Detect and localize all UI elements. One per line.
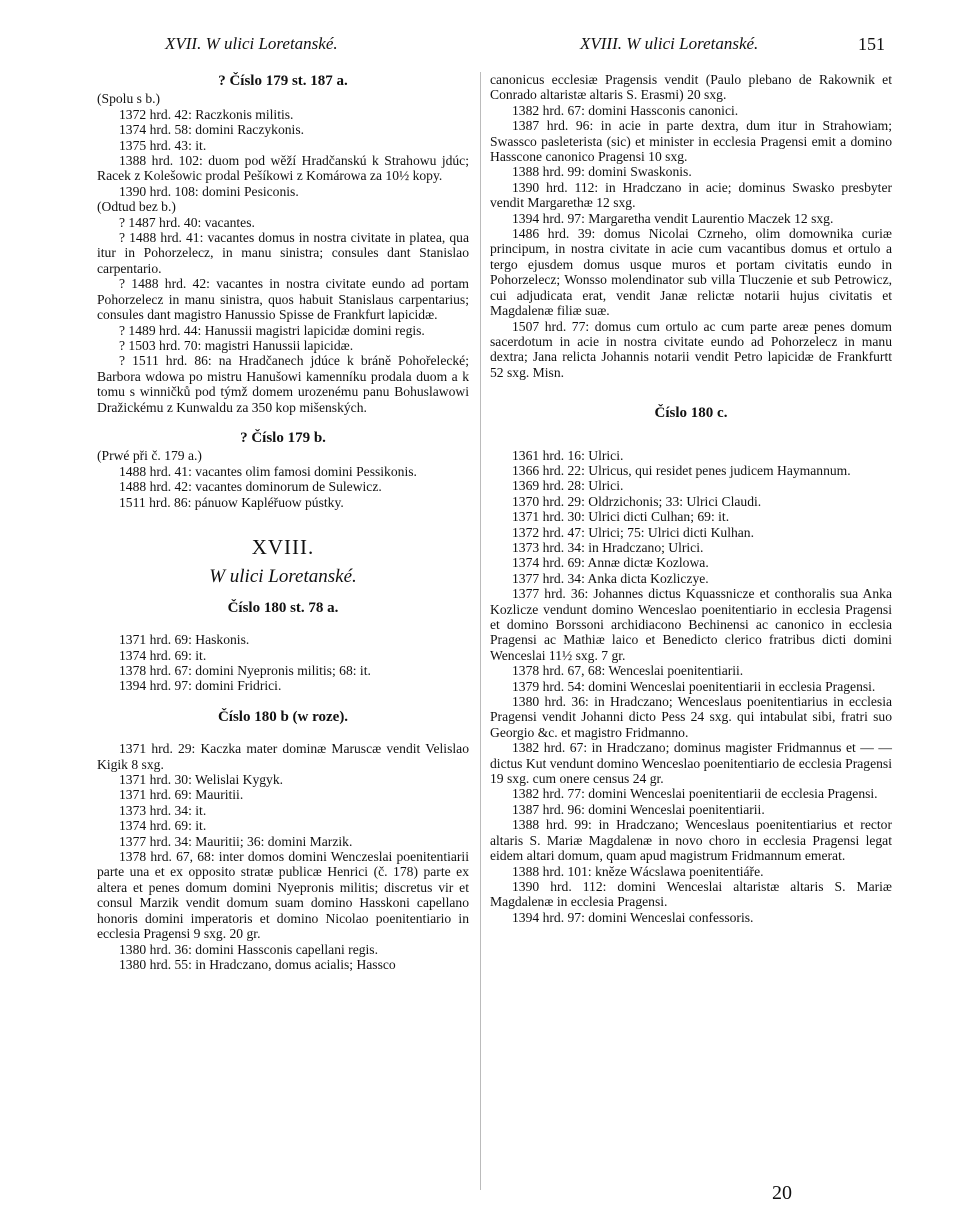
- chapter-number: XVIII.: [251, 534, 315, 559]
- section-heading: Číslo 180 b (w roze).: [217, 708, 349, 725]
- record-entry: 1380 hrd. 36: in Hradczano; Wenceslaus poenitentiarius in ecclesia Pragensi vendit Johanni dicto Pess 24 sxg. qui intabulat sibi, fratri suo Georgio &c. et magistro Fridmanno.: [490, 694, 892, 740]
- record-entry: 1366 hrd. 22: Ulricus, qui residet penes judicem Haymannum.: [512, 462, 851, 478]
- running-header: [0, 34, 960, 58]
- record-entry: 1371 hrd. 69: Haskonis.: [119, 632, 250, 648]
- record-entry: 1377 hrd. 34: Mauritii; 36: domini Marzik.: [119, 833, 353, 849]
- spacer: [490, 424, 892, 448]
- record-entry: 1380 hrd. 55: in Hradczano, domus acialis; Hassco: [119, 956, 396, 972]
- record-entry: 1382 hrd. 67: domini Hassconis canonici.: [512, 102, 739, 118]
- record-entry: 1507 hrd. 77: domus cum ortulo ac cum parte areæ penes domum sacerdotum in acie in nostra civitate eundo ad Pohorzelecz in manu dextra; Jana relicta Johannis notarii vendit Petro lapicidæ de Frankfurtt 52 sxg. Misn.: [490, 318, 892, 380]
- header-left: XVII. W ulici Loretanské.: [165, 34, 338, 53]
- spacer: [490, 380, 892, 404]
- spacer: [97, 415, 469, 429]
- record-entry: 1390 hrd. 112: domini Wenceslai altaristæ altaris S. Mariæ Magdalenæ in ecclesia Pragensi.: [490, 878, 892, 910]
- page-number: 151: [858, 34, 885, 54]
- record-entry: 1388 hrd. 99: in Hradczano; Wenceslaus poenitentiarius et rector altaris S. Mariæ Magdalenæ in novo choro in ecclesia Pragensi legat eidem altari domum, quam apud magistrum Fridmannum emerat.: [490, 817, 892, 864]
- record-entry: 1374 hrd. 69: it.: [119, 818, 207, 834]
- record-entry: 1388 hrd. 102: duom pod wěží Hradčanskú k Strahowu jdúc; Racek z Kolešowic prodal Pešíkowi z Komárowa za 10½ kopy.: [97, 153, 469, 184]
- record-entry: 1377 hrd. 36: Johannes dictus Kquassnicze et conthoralis sua Anka Kozlicze vendunt domino Wenceslao poenitentiario in ecclesia Pragensi et domino Borssoni archidiacono Bechinensi ac canonico in ecclesia Pragensi ac Mathiæ laico et Benedicto clerico fratribus dicti domini Wenceslai 11½ sxg. 7 gr.: [490, 586, 892, 663]
- record-entry: 1374 hrd. 69: it.: [119, 647, 207, 663]
- record-entry: 1486 hrd. 39: domus Nicolai Czrneho, olim domownika curiæ principum, in nostra civitate in acie cum vacantibus domus et ortulo a tergo ejusdem domus usque muros et portam civitatis eundo in Pohorzelecz; Wonsso molendinator sub villa Tluczenie et sub Petrowicz, cui adjudicata erat, vendit Janæ relictæ notarii hujus civitatis et Magdalenæ filiæ suæ.: [490, 226, 892, 319]
- left-column: [97, 72, 469, 972]
- record-entry: 1370 hrd. 29: Oldrzichonis; 33: Ulrici Claudi.: [512, 493, 762, 509]
- signature-number: 20: [772, 1182, 792, 1204]
- record-entry: 1374 hrd. 58: domini Raczykonis.: [119, 122, 305, 138]
- entry-continuation: canonicus ecclesiæ Pragensis vendit (Paulo plebano de Rakownik et Conrado altaristæ altaris S. Erasmi) 20 sxg.: [490, 72, 892, 103]
- record-entry: 1382 hrd. 77: domini Wenceslai poenitentiarii de ecclesia Pragensi.: [512, 786, 878, 802]
- record-entry: 1394 hrd. 97: Margaretha vendit Laurentio Maczek 12 sxg.: [512, 210, 834, 226]
- record-entry: 1371 hrd. 69: Mauritii.: [119, 787, 244, 803]
- record-entry: 1371 hrd. 30: Welislai Kygyk.: [119, 772, 284, 788]
- spacer: [97, 618, 469, 632]
- record-entry: 1361 hrd. 16: Ulrici.: [512, 447, 624, 463]
- section-heading: ? Číslo 179 st. 187 a.: [218, 73, 348, 89]
- section-heading: ? Číslo 179 b.: [240, 429, 326, 446]
- spacer: [97, 727, 469, 741]
- record-entry: ? 1503 hrd. 70: magistri Hanussii lapicidæ.: [119, 337, 354, 353]
- record-entry: ? 1489 hrd. 44: Hanussii magistri lapicidæ domini regis.: [119, 322, 425, 338]
- section-heading: Číslo 180 c.: [654, 405, 728, 422]
- record-entry: 1377 hrd. 34: Anka dicta Kozliczye.: [512, 570, 709, 586]
- record-entry: 1373 hrd. 34: in Hradczano; Ulrici.: [512, 539, 704, 555]
- record-entry: 1373 hrd. 34: it.: [119, 802, 207, 818]
- record-entry: 1380 hrd. 36: domini Hassconis capellani regis.: [119, 941, 378, 957]
- record-entry: 1387 hrd. 96: domini Wenceslai poenitentiarii.: [512, 801, 765, 817]
- record-entry: ? 1488 hrd. 41: vacantes domus in nostra civitate in platea, qua itur in Pohorzelecz, in manu sinistra; consules dant Stanislao carpentario.: [97, 230, 469, 276]
- record-entry: 1372 hrd. 47: Ulrici; 75: Ulrici dicti Kulhan.: [512, 524, 755, 540]
- record-entry: 1488 hrd. 42: vacantes dominorum de Sulewicz.: [119, 479, 382, 495]
- record-entry: 1390 hrd. 112: in Hradczano in acie; dominus Swasko presbyter vendit Margarethæ 12 sxg.: [490, 179, 892, 211]
- record-entry: 1372 hrd. 42: Raczkonis militis.: [119, 106, 294, 122]
- record-entry: 1394 hrd. 97: domini Fridrici.: [119, 678, 282, 694]
- record-entry: 1387 hrd. 96: in acie in parte dextra, dum itur in Strahowiam; Swassco pasleterista (sic) et minister in ecclesia Pragensi emit a domino Hasscone canonico Pragensi 10 sxg.: [490, 118, 892, 165]
- record-entry: 1378 hrd. 67: domini Nyepronis militis; 68: it.: [119, 663, 371, 678]
- record-entry: ? 1487 hrd. 40: vacantes.: [119, 214, 255, 230]
- record-entry: 1488 hrd. 41: vacantes olim famosi domini Pessikonis.: [119, 463, 417, 479]
- chapter-title: W ulici Loretanské.: [209, 566, 357, 588]
- record-entry: 1379 hrd. 54: domini Wenceslai poenitentiarii in ecclesia Pragensi.: [512, 678, 876, 694]
- record-entry: ? 1511 hrd. 86: na Hradčanech jdúce k bráně Pohořelecké; Barbora wdowa po mistru Hanušowi kamenníku prodala duom a k tomu s winničků pod týmž domem urozenému panu Bohuslawowi Dražickému z Kunwaldu za 350 kop mišenských.: [97, 353, 469, 415]
- record-entry: 1388 hrd. 101: kněze Wácslawa poenitentiáře.: [512, 863, 764, 879]
- record-entry: 1511 hrd. 86: pánuow Kapléřuow pústky.: [119, 494, 344, 510]
- record-entry: 1390 hrd. 108: domini Pesiconis.: [119, 183, 299, 199]
- spacer: [97, 694, 469, 708]
- record-entry: 1382 hrd. 67: in Hradczano; dominus magister Fridmannus et — — dictus Kut vendunt domino Wenceslao poenitentiario de ecclesia Pragensi 19 sxg. cum onere census 24 gr.: [490, 740, 892, 787]
- section-note: (Prwé při č. 179 a.): [97, 448, 202, 464]
- record-entry: 1378 hrd. 67, 68: inter domos domini Wenczeslai poenitentiarii parte una et ex opposito stratæ publicæ Henrici (č. 178) parte ex altera et penes domum domini Nyepronis militis; discretus vir et consul Marzik vendit domum suam domino Hasskoni capellano honoris domini imperatoris et domino Nicolao poenitentiario in ecclesia Pragensi 9 sxg. 20 gr.: [97, 849, 469, 942]
- section-note: (Odtud bez b.): [97, 199, 176, 215]
- column-divider: [480, 72, 481, 1190]
- right-column: [490, 72, 892, 925]
- record-entry: 1378 hrd. 67, 68: Wenceslai poenitentiarii.: [512, 663, 744, 679]
- record-entry: 1375 hrd. 43: it.: [119, 137, 207, 153]
- record-entry: 1369 hrd. 28: Ulrici.: [512, 478, 624, 494]
- record-entry: 1371 hrd. 30: Ulrici dicti Culhan; 69: it.: [512, 509, 730, 525]
- record-entry: 1394 hrd. 97: domini Wenceslai confessoris.: [512, 909, 754, 925]
- record-entry: 1371 hrd. 29: Kaczka mater dominæ Maruscæ vendit Velislao Kigik 8 sxg.: [97, 741, 469, 772]
- record-entry: 1388 hrd. 99: domini Swaskonis.: [512, 164, 692, 180]
- header-right: XVIII. W ulici Loretanské.: [580, 34, 759, 53]
- record-entry: ? 1488 hrd. 42: vacantes in nostra civitate eundo ad portam Pohorzelecz in manu sinistra, quos habuit Stanislaus carpentarius; consules dant magistro Hanussio Spisse de Frankfurt lapicidæ.: [97, 276, 469, 323]
- section-note: (Spolu s b.): [97, 91, 161, 107]
- section-heading: Číslo 180 st. 78 a.: [227, 599, 339, 616]
- record-entry: 1374 hrd. 69: Annæ dictæ Kozlowa.: [512, 555, 709, 571]
